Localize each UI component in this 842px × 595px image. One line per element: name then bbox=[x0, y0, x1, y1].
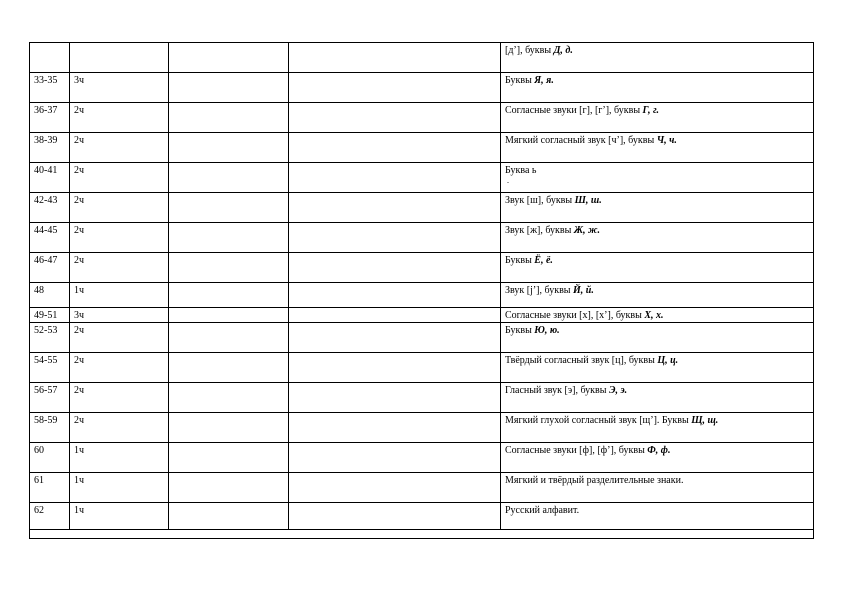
table-row bbox=[30, 473, 814, 503]
hours-cell: 2ч bbox=[70, 223, 169, 253]
lesson-number-cell: 60 bbox=[30, 443, 70, 473]
topic-letters: Ш, ш. bbox=[574, 195, 602, 206]
topic-letters: Х, х. bbox=[644, 310, 664, 321]
topic-cell bbox=[501, 383, 814, 413]
empty-cell bbox=[289, 283, 501, 308]
topic-text: Буквы bbox=[505, 75, 535, 86]
table-row bbox=[30, 103, 814, 133]
empty-cell bbox=[30, 530, 814, 539]
hours-cell: 1ч bbox=[70, 503, 169, 530]
table-row bbox=[30, 133, 814, 163]
table-row bbox=[30, 223, 814, 253]
topic-text: Мягкий и твёрдый разделительные знаки. bbox=[505, 475, 684, 486]
topic-text: Согласные звуки [ф], [ф’], буквы bbox=[505, 445, 648, 456]
empty-cell bbox=[169, 473, 289, 503]
empty-cell bbox=[289, 43, 501, 73]
table-row bbox=[30, 163, 814, 193]
lesson-number-cell: 52-53 bbox=[30, 323, 70, 353]
lesson-number-cell: 40-41 bbox=[30, 163, 70, 193]
topic-text: Твёрдый согласный звук [ц], буквы bbox=[505, 355, 658, 366]
table-row bbox=[30, 323, 814, 353]
empty-cell bbox=[289, 473, 501, 503]
lesson-number-cell: 46-47 bbox=[30, 253, 70, 283]
topic-cell bbox=[501, 473, 814, 503]
lesson-number-cell: 54-55 bbox=[30, 353, 70, 383]
topic-text: Мягкий согласный звук [ч’], буквы bbox=[505, 135, 657, 146]
lesson-number-cell: 36-37 bbox=[30, 103, 70, 133]
empty-cell bbox=[169, 443, 289, 473]
topic-text: Согласные звуки [х], [х’], буквы bbox=[505, 310, 645, 321]
empty-cell bbox=[169, 43, 289, 73]
lesson-number-cell bbox=[30, 43, 70, 73]
empty-cell bbox=[169, 323, 289, 353]
empty-cell bbox=[289, 223, 501, 253]
empty-cell bbox=[169, 353, 289, 383]
topic-cell bbox=[501, 163, 814, 193]
table-row bbox=[30, 503, 814, 530]
empty-cell bbox=[289, 323, 501, 353]
topic-cell bbox=[501, 413, 814, 443]
empty-cell bbox=[169, 253, 289, 283]
hours-cell: 3ч bbox=[70, 73, 169, 103]
topic-letters: Г, г. bbox=[642, 105, 660, 116]
lesson-number-cell: 56-57 bbox=[30, 383, 70, 413]
lesson-number-cell: 49-51 bbox=[30, 308, 70, 323]
hours-cell: 2ч bbox=[70, 253, 169, 283]
hours-cell: 2ч bbox=[70, 163, 169, 193]
topic-cell bbox=[501, 253, 814, 283]
table-row bbox=[30, 413, 814, 443]
topic-letters: Ф, ф. bbox=[647, 445, 671, 456]
empty-cell bbox=[289, 133, 501, 163]
topic-letters: Ж, ж. bbox=[573, 225, 601, 236]
topic-text: Гласный звук [э], буквы bbox=[505, 385, 609, 396]
table-row bbox=[30, 193, 814, 223]
lesson-number-cell: 62 bbox=[30, 503, 70, 530]
hours-cell: 2ч bbox=[70, 383, 169, 413]
table-row bbox=[30, 353, 814, 383]
empty-cell bbox=[289, 443, 501, 473]
topic-cell bbox=[501, 43, 814, 73]
hours-cell: 1ч bbox=[70, 473, 169, 503]
topic-cell bbox=[501, 308, 814, 323]
empty-cell bbox=[169, 193, 289, 223]
topic-cell bbox=[501, 223, 814, 253]
empty-cell bbox=[169, 103, 289, 133]
hours-cell: 2ч bbox=[70, 133, 169, 163]
lesson-number-cell: 58-59 bbox=[30, 413, 70, 443]
table-row bbox=[30, 253, 814, 283]
empty-cell bbox=[169, 383, 289, 413]
empty-cell bbox=[289, 193, 501, 223]
table-row bbox=[30, 308, 814, 323]
lesson-number-cell: 38-39 bbox=[30, 133, 70, 163]
topic-cell bbox=[501, 283, 814, 308]
topic-text: Буква ь bbox=[505, 165, 537, 176]
table-row bbox=[30, 383, 814, 413]
empty-cell bbox=[169, 163, 289, 193]
topic-text: Буквы bbox=[505, 255, 535, 266]
topic-text: Буквы bbox=[505, 325, 535, 336]
empty-cell bbox=[169, 73, 289, 103]
table-row bbox=[30, 73, 814, 103]
topic-text: Мягкий глухой согласный звук [щ’]. Буквы bbox=[505, 415, 692, 426]
hours-cell: 2ч bbox=[70, 103, 169, 133]
topic-letters: Э, э. bbox=[608, 385, 628, 396]
empty-cell bbox=[169, 413, 289, 443]
topic-text: [д’], буквы bbox=[505, 45, 554, 56]
lesson-number-cell: 33-35 bbox=[30, 73, 70, 103]
empty-cell bbox=[289, 413, 501, 443]
lesson-number-cell: 42-43 bbox=[30, 193, 70, 223]
topic-letters: Ё, ё. bbox=[534, 255, 553, 266]
topic-cell bbox=[501, 503, 814, 530]
empty-cell bbox=[169, 503, 289, 530]
lesson-number-cell: 44-45 bbox=[30, 223, 70, 253]
empty-cell bbox=[289, 103, 501, 133]
topic-text: Русский алфавит. bbox=[505, 505, 580, 516]
table-row bbox=[30, 43, 814, 73]
topic-cell bbox=[501, 193, 814, 223]
topic-text: Звук [ж], буквы bbox=[505, 225, 574, 236]
empty-cell bbox=[289, 163, 501, 193]
empty-cell bbox=[169, 308, 289, 323]
table-row bbox=[30, 283, 814, 308]
hours-cell: 3ч bbox=[70, 308, 169, 323]
empty-cell bbox=[289, 503, 501, 530]
lesson-plan-body bbox=[30, 43, 814, 539]
topic-cell bbox=[501, 443, 814, 473]
topic-letters: Д, д. bbox=[553, 45, 573, 56]
topic-cell bbox=[501, 103, 814, 133]
topic-letters: Ч, ч. bbox=[656, 135, 677, 146]
topic-cell bbox=[501, 73, 814, 103]
topic-text: Согласные звуки [г], [г’], буквы bbox=[505, 105, 643, 116]
topic-letters: Й, й. bbox=[573, 285, 594, 296]
topic-note: . bbox=[507, 176, 509, 185]
empty-cell bbox=[289, 253, 501, 283]
hours-cell: 2ч bbox=[70, 413, 169, 443]
topic-text: Звук [j’], буквы bbox=[505, 285, 574, 296]
hours-cell: 2ч bbox=[70, 193, 169, 223]
topic-text: Звук [ш], буквы bbox=[505, 195, 575, 206]
topic-letters: Щ, щ. bbox=[691, 415, 719, 426]
hours-cell: 2ч bbox=[70, 323, 169, 353]
table-footer-row bbox=[30, 530, 814, 539]
empty-cell bbox=[289, 383, 501, 413]
lesson-number-cell: 48 bbox=[30, 283, 70, 308]
topic-letters: Ю, ю. bbox=[534, 325, 560, 336]
topic-letters: Я, я. bbox=[534, 75, 554, 86]
topic-letters: Ц, ц. bbox=[657, 355, 679, 366]
topic-cell bbox=[501, 353, 814, 383]
hours-cell: 1ч bbox=[70, 283, 169, 308]
empty-cell bbox=[289, 308, 501, 323]
empty-cell bbox=[169, 133, 289, 163]
empty-cell bbox=[169, 283, 289, 308]
hours-cell: 1ч bbox=[70, 443, 169, 473]
lesson-plan-table bbox=[29, 42, 814, 539]
topic-cell bbox=[501, 133, 814, 163]
empty-cell bbox=[289, 73, 501, 103]
empty-cell bbox=[289, 353, 501, 383]
topic-cell bbox=[501, 323, 814, 353]
hours-cell bbox=[70, 43, 169, 73]
empty-cell bbox=[169, 223, 289, 253]
table-row bbox=[30, 443, 814, 473]
lesson-number-cell: 61 bbox=[30, 473, 70, 503]
hours-cell: 2ч bbox=[70, 353, 169, 383]
